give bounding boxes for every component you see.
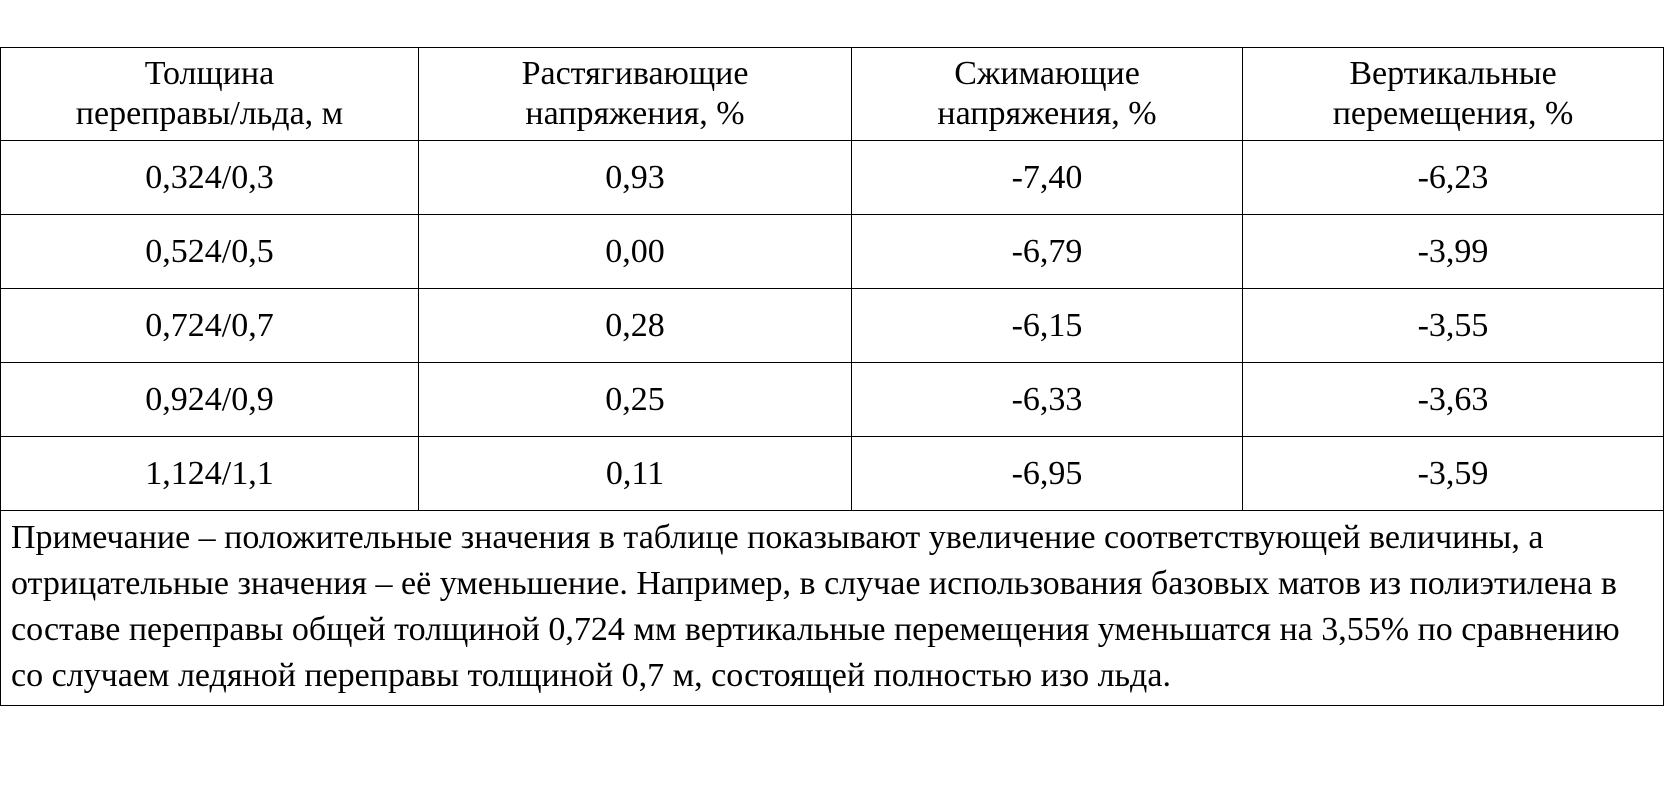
table-cell: -3,63: [1243, 363, 1664, 437]
table-cell: -6,15: [852, 289, 1243, 363]
table-row: [1, 437, 1664, 511]
table-cell: 0,924/0,9: [1, 363, 419, 437]
table-cell: 1,124/1,1: [1, 437, 419, 511]
table-cell: -3,59: [1243, 437, 1664, 511]
header-thickness: Толщина переправы/льда, м: [1, 48, 419, 141]
table-cell: -6,95: [852, 437, 1243, 511]
table-row: [1, 289, 1664, 363]
table-cell: 0,524/0,5: [1, 215, 419, 289]
table-cell: -7,40: [852, 141, 1243, 215]
table-cell: 0,00: [419, 215, 852, 289]
results-table-container: [0, 47, 1663, 706]
table-cell: 0,25: [419, 363, 852, 437]
results-table: [0, 47, 1664, 706]
table-cell: 0,324/0,3: [1, 141, 419, 215]
table-cell: 0,11: [419, 437, 852, 511]
table-cell: 0,93: [419, 141, 852, 215]
table-cell: -3,99: [1243, 215, 1664, 289]
table-cell: -6,33: [852, 363, 1243, 437]
header-compressive-stress: Сжимающие напряжения, %: [852, 48, 1243, 141]
table-row: [1, 215, 1664, 289]
header-tensile-stress: Растягивающие напряжения, %: [419, 48, 852, 141]
table-cell: -6,79: [852, 215, 1243, 289]
table-row: [1, 363, 1664, 437]
table-cell: -3,55: [1243, 289, 1664, 363]
header-vertical-displacement: Вертикальные перемещения, %: [1243, 48, 1664, 141]
header-row: [1, 48, 1664, 141]
table-cell: 0,28: [419, 289, 852, 363]
table-note: Примечание – положительные значения в таблице показывают увеличение соответствующей величины, а отрицательные значения – её уменьшение. Например, в случае использования базовых матов из полиэтилена в составе переправы общей толщиной 0,724 мм вертикальные перемещения уменьшатся на 3,55% по сравнению со случаем ледяной переправы толщиной 0,7 м, состоящей полностью изо льда.: [1, 511, 1664, 706]
table-cell: 0,724/0,7: [1, 289, 419, 363]
table-cell: -6,23: [1243, 141, 1664, 215]
note-row: [1, 511, 1664, 706]
table-row: [1, 141, 1664, 215]
